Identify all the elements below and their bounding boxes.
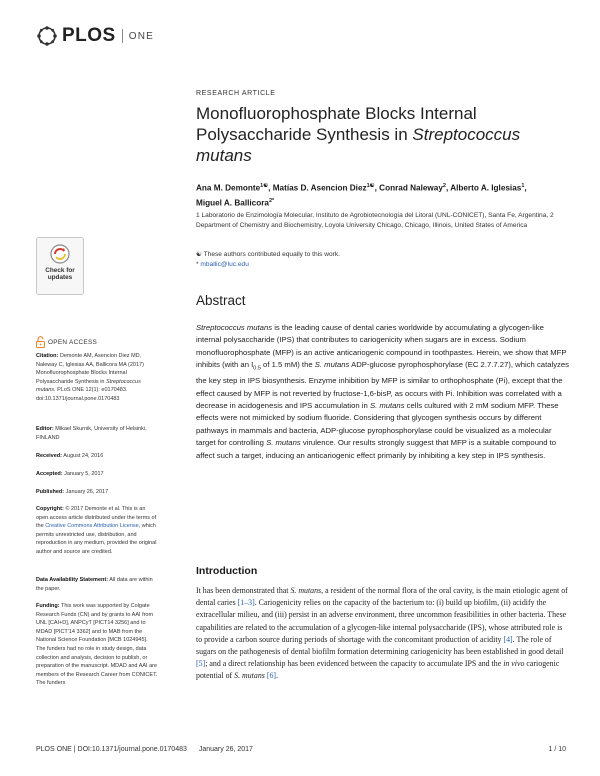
author-sup: 1☯ (366, 183, 375, 189)
funding-label: Funding: (36, 603, 60, 609)
author-list: Ana M. Demonte$^{1☯}$, Matías D. Asencion Diez$^{1☯}$, Conrad Naleway$^2$, Alberto A. Iglesias$^1$, Miguel A. Ballicora$^{2*}$ (196, 183, 527, 208)
plos-one-logo[interactable] (36, 24, 154, 48)
open-access-label (36, 336, 97, 348)
author-notes (196, 250, 566, 269)
intro-italic: S. mutans (234, 671, 265, 681)
author-name[interactable]: Alberto A. Iglesias (450, 183, 522, 193)
citation-label: Citation: (36, 353, 59, 359)
author-name[interactable]: Conrad Naleway (379, 183, 443, 193)
author-name[interactable]: Ana M. Demonte (196, 183, 261, 193)
citation-italic: Streptococcus mutans (36, 378, 141, 394)
copyright-text-end: , which permits unrestricted use, distribution, and reproduction in any medium, provided the original author and source are credited. (36, 523, 157, 555)
intro-text: cariogenic potential of (196, 659, 560, 681)
author-sup: 1☯ (260, 183, 269, 189)
copyright-text: © 2017 Demonte et al. This is an open access article distributed under the terms of the (36, 506, 157, 530)
abstract-text: is the leading cause of dental caries worldwide by accumulating a glycogen-like internal polysaccharide (IPS) that contributes to cariogenicity when sugars are in excess. Sodium monofluorophosphate (MFP) is an active anticariogenic compound in toothpastes. Herein, we show that MFP inhibits (with an I (196, 323, 567, 370)
equal-contribution-note: ☯ These authors contributed equally to this work. (196, 251, 340, 258)
citation-text: Demonte AM, Asencion Diez MD, Naleway C, Iglesias AA, Ballicora MA (2017) Monofluorophosphate Blocks Internal Polysaccharide Synthesis in (36, 353, 144, 385)
published-block (36, 488, 158, 497)
corresponding-email-line (196, 260, 566, 270)
accepted-label: Accepted: (36, 471, 63, 477)
funding-text: This work was supported by Colgate Research Funds (CN) and by grants to AAI from UNL [CAI+D], ANPCyT [PICT14 3256] and to MDAD [PICT'14 3362] and to MAB from the National Science Foundation [MCB 1024945]. The funders had no role in study design, data collection and analysis, decision to publish, or preparation of the manuscript. MDAD and AAI are members of the Research Career from CONICET. The funders (36, 603, 158, 687)
logo-divider (122, 29, 123, 43)
introduction-body (196, 585, 570, 683)
introduction-heading: Introduction (196, 565, 258, 577)
abstract-text: of 1.5 mM) the (260, 360, 315, 370)
intro-text: . (276, 671, 279, 681)
footer-left: PLOS ONE | DOI:10.1371/journal.pone.0170483 January 26, 2017 (36, 746, 253, 753)
badge-line-2: updates (47, 274, 73, 281)
abstract-italic: S. mutans (369, 400, 405, 410)
abstract-text: ADP-glucose pyrophosphorylase (EC 2.7.7.27), which catalyzes the key step in IPS biosynthesis. Enzyme inhibition by MFP is similar to orthophosphate (Pi), except that the effect caused by MFP is not reverted by fructose-1,6-bisP, as occurs with Pi. Inhibition was correlated with a decrease in acidogenesis and IPS accumulation in (196, 360, 570, 410)
accepted-block (36, 470, 158, 479)
data-availability-text: All data are within the paper. (36, 577, 153, 592)
intro-text: ; and a direct relationship has been evidenced between the capacity to accumulate IPS and the (205, 659, 504, 669)
article-type: RESEARCH ARTICLE (196, 90, 276, 97)
funding-block (36, 602, 158, 688)
data-availability-label: Data Availability Statement: (36, 577, 109, 583)
citation-block (36, 352, 158, 404)
badge-line-1: Check for (45, 267, 75, 274)
footer-journal: PLOS ONE (36, 746, 72, 753)
abstract-italic: Streptococcus mutans (196, 323, 273, 332)
article-title (196, 103, 546, 166)
title-text: Monofluorophosphate Blocks Internal Polysaccharide Synthesis in (196, 104, 477, 144)
page-footer (36, 746, 566, 753)
abstract-italic: S. mutans (314, 360, 350, 370)
intro-italic: in vivo (503, 659, 525, 669)
license-link[interactable]: Creative Commons Attribution License (45, 523, 139, 530)
author-sup: 2 (442, 183, 446, 189)
page-number: 1 / 10 (548, 746, 566, 753)
reference-link[interactable]: [4] (503, 634, 513, 644)
abstract-text: virulence. Our results strongly suggest that MFP is a suitable compound to affect such a target, inducing an anticariogenic effect primarily by inhibiting a key step in IPS synthesis. (196, 438, 557, 460)
received-block (36, 452, 158, 461)
published-text: January 26, 2017 (65, 489, 109, 495)
abstract-italic: S. mutans (266, 438, 301, 448)
intro-text: . The role of sugars on the pathogenesis of dental biofilm formation determining cariogenicity has been established in good detail (196, 634, 564, 657)
received-text: August 24, 2016 (63, 453, 104, 459)
logo-plos-text: PLOS (62, 25, 116, 46)
email-prefix: * (196, 260, 201, 268)
copyright-block (36, 505, 158, 557)
author-name[interactable]: Matías D. Asencion Diez (272, 183, 367, 193)
abstract-body (196, 322, 570, 462)
logo-journal-text: ONE (128, 30, 155, 42)
copyright-label: Copyright: (36, 506, 64, 512)
reference-link[interactable]: [6] (266, 671, 277, 681)
accepted-text: January 5, 2017 (64, 471, 104, 477)
author-name[interactable]: Miguel A. Ballicora (196, 198, 269, 208)
check-updates-icon (49, 243, 71, 265)
intro-text: It has been demonstrated that (196, 586, 291, 595)
data-availability-block (36, 576, 158, 593)
open-access-text: OPEN ACCESS (48, 338, 98, 346)
author-sup: 2* (268, 197, 275, 204)
reference-link[interactable]: [1–3] (237, 598, 255, 608)
abstract-text: cells cultured with 2 mM sodium MFP. These effects were not mimicked by sodium fluoride. Considering that glycogen synthesis occurs by different pathways in mammals and bacteria, ADP-glucose pyrophosphorylase could be visualized as a molecular target for controlling (196, 400, 559, 448)
intro-italic: S. mutans (290, 586, 322, 595)
editor-block (36, 425, 158, 442)
reference-link[interactable]: [5] (196, 659, 206, 669)
footer-doi[interactable]: DOI:10.1371/journal.pone.0170483 (77, 746, 187, 753)
intro-text: . Cariogenicity relies on the capacity of the bacterium to: (i) build up biofilm, (ii) acidify the extracellular milieu, and (iii) persist in an adverse environment, three uncommon feasibilities in other bacteria. These capabilities are related to the accumulation of a glycogen-like internal polysaccharide (IPS), whose attributed role is to provide a carbon source during periods of shortage with the concomitant production of acidity (196, 598, 567, 644)
abstract-sub: 0.5 (253, 365, 261, 372)
published-label: Published: (36, 489, 65, 495)
citation-text-end: . PLoS ONE 12(1): e0170483. doi:10.1371/journal.pone.0170483 (36, 387, 128, 402)
editor-label: Editor: (36, 426, 54, 432)
author-sup: 1 (521, 183, 525, 189)
editor-text: Mikael Skurnik, University of Helsinki, FINLAND (36, 426, 147, 441)
received-label: Received: (36, 453, 62, 459)
footer-date: January 26, 2017 (198, 746, 253, 753)
title-italic: Streptococcus mutans (196, 125, 521, 165)
check-for-updates-badge[interactable] (36, 237, 84, 295)
plos-dots-icon (36, 25, 58, 47)
affiliations: 1 Laboratorio de Enzimología Molecular, Instituto de Agrobiotecnología del Litoral (UNL-CONICET), Santa Fe, Argentina, 2 Department of Chemistry and Biochemistry, Loyola University Chicago, Chicago, Illinois, United States of America (196, 212, 554, 229)
abstract-heading: Abstract (196, 293, 246, 308)
open-lock-icon (36, 336, 45, 348)
email-link[interactable]: mballic@luc.edu (200, 260, 249, 268)
intro-text: , a resident of the normal flora of the oral cavity, is the main etiologic agent of dental caries (196, 586, 568, 608)
